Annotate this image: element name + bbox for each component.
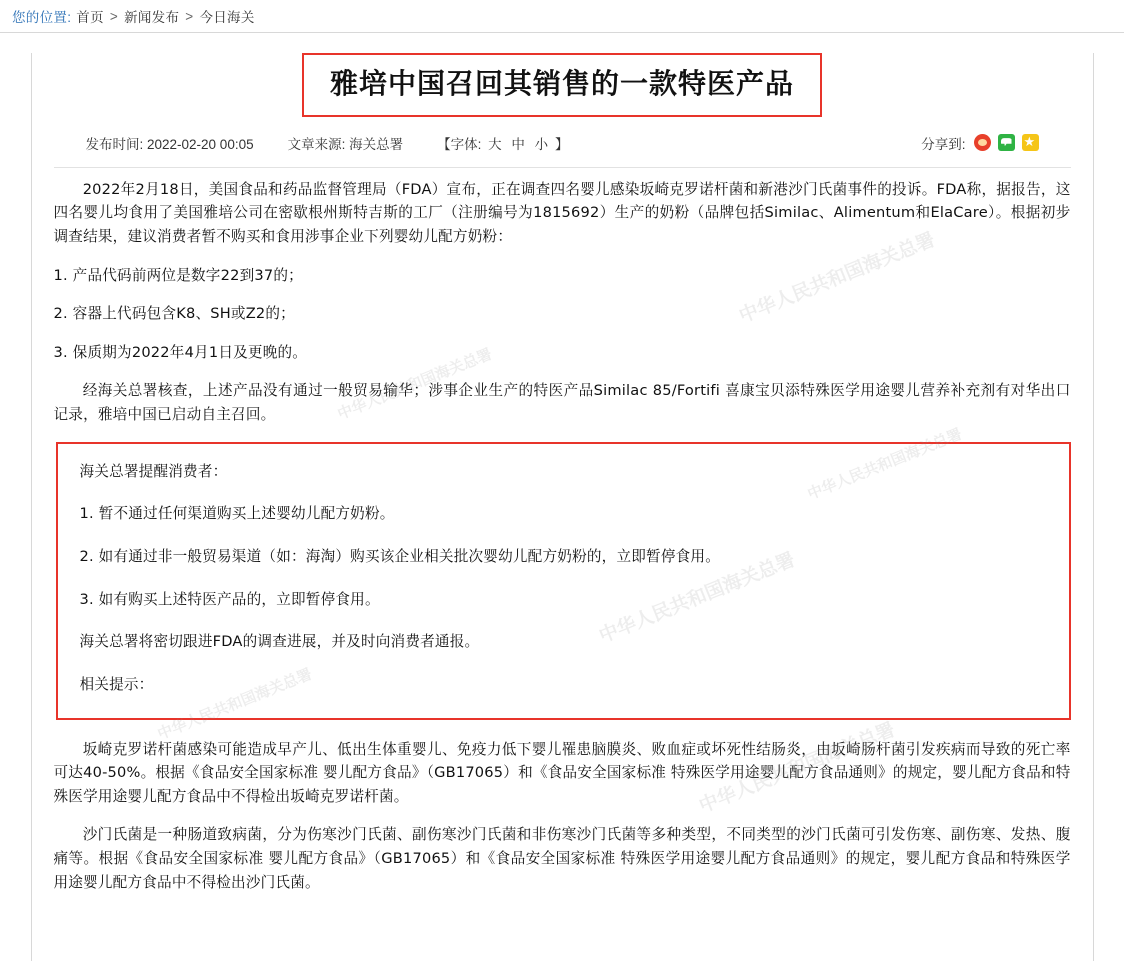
publish-time: 发布时间: 2022-02-20 00:05 [85, 136, 254, 152]
notice-tips-heading: 相关提示： [79, 675, 154, 693]
article-body [54, 178, 1071, 895]
paragraph: 2. 容器上代码包含K8、SH或Z2的； [53, 305, 295, 323]
notice-follow-up: 海关总署将密切跟进FDA的调查进展，并及时向消费者通报。 [79, 633, 480, 651]
article-source: 文章来源: 海关总署 [287, 136, 404, 152]
paragraph: 沙门氏菌是一种肠道致病菌，分为伤寒沙门氏菌、副伤寒沙门氏菌和非伤寒沙门氏菌等多种类型，不同类型的沙门氏菌可引发伤寒、副伤寒、发热、腹痛等。根据《食品安全国家标准 婴儿配方食品》（GB17065）和《食品安全国家标准 特殊医学用途婴儿配方食品通则》的规定，婴儿配方食品和特殊医学用途婴儿配方食品中不得检出沙门氏菌。 [53, 826, 1071, 891]
paragraph: 2022年2月18日，美国食品和药品监督管理局（FDA）宣布，正在调查四名婴儿感染坂崎克罗诺杆菌和新港沙门氏菌事件的投诉。FDA称，据报告，这四名婴儿均食用了美国雅培公司在密歇根州斯特吉斯的工厂（注册编号为1815692）生产的奶粉（品牌包括Similac、Alimentum和ElaCare）。根据初步调查结果，建议消费者暂不购买和食用涉事企业下列婴幼儿配方奶粉： [53, 180, 1071, 245]
breadcrumb-label: 您的位置: [12, 10, 72, 25]
paragraph: 1. 产品代码前两位是数字22到37的； [53, 266, 303, 284]
notice-highlight-box [56, 442, 1071, 720]
wechat-icon[interactable] [998, 134, 1015, 151]
notice-item: 1. 暂不通过任何渠道购买上述婴幼儿配方奶粉。 [79, 505, 395, 523]
title-highlight-box [302, 53, 822, 117]
watermark: 中华人民共和国海关总署 [804, 424, 965, 504]
font-size-small-button[interactable]: 小 [534, 136, 549, 152]
font-size-label-close: 】 [554, 136, 569, 152]
breadcrumb-separator-2: > [185, 8, 194, 24]
breadcrumb-separator-1: > [109, 8, 119, 24]
notice-item: 3. 如有购买上述特医产品的，立即暂停食用。 [79, 590, 380, 608]
paragraph: 经海关总署核查，上述产品没有通过一般贸易输华；涉事企业生产的特医产品Similac 85/Fortifi 喜康宝贝添特殊医学用途婴儿营养补充剂有对华出口记录，雅培中国已启动自主召回。 [53, 382, 1071, 424]
watermark: 中华人民共和国海关总署 [735, 228, 938, 328]
title-wrapper [54, 53, 1071, 117]
watermark: 中华人民共和国海关总署 [334, 344, 495, 424]
weibo-icon[interactable] [974, 134, 991, 151]
watermark: 中华人民共和国海关总署 [695, 718, 898, 818]
font-size-medium-button[interactable]: 中 [511, 136, 525, 152]
breadcrumb-link-today-customs[interactable]: 今日海关 [199, 10, 255, 25]
share-icon-group [974, 134, 1039, 151]
paragraph: 坂崎克罗诺杆菌感染可能造成早产儿、低出生体重婴儿、免疫力低下婴儿罹患脑膜炎、败血症或坏死性结肠炎，由坂崎肠杆菌引发疾病而导致的死亡率可达40-50%。根据《食品安全国家标准 婴儿配方食品》（GB17065）和《食品安全国家标准 特殊医学用途婴儿配方食品通则》的规定，婴儿配方食品和特殊医学用途婴儿配方食品中不得检出坂崎克罗诺杆菌。 [53, 740, 1071, 805]
breadcrumb-link-home[interactable]: 首页 [76, 10, 104, 25]
page-title: 雅培中国召回其销售的一款特医产品 [329, 67, 794, 100]
article-container [31, 53, 1094, 961]
watermark: 中华人民共和国海关总署 [595, 548, 798, 648]
breadcrumb-link-news[interactable]: 新闻发布 [124, 10, 180, 25]
watermark: 中华人民共和国海关总署 [154, 664, 315, 744]
favorite-star-icon[interactable] [1022, 134, 1039, 151]
notice-heading: 海关总署提醒消费者： [79, 462, 228, 480]
paragraph: 3. 保质期为2022年4月1日及更晚的。 [53, 343, 308, 361]
breadcrumb [0, 0, 1124, 33]
article-meta-bar [54, 133, 1071, 168]
font-size-label: 【字体: [437, 136, 482, 152]
font-size-control [437, 133, 568, 153]
notice-item: 2. 如有通过非一般贸易渠道（如：海淘）购买该企业相关批次婴幼儿配方奶粉的，立即暂停食用。 [79, 548, 721, 565]
share-label: 分享到: [921, 136, 966, 152]
font-size-large-button[interactable]: 大 [488, 136, 502, 152]
